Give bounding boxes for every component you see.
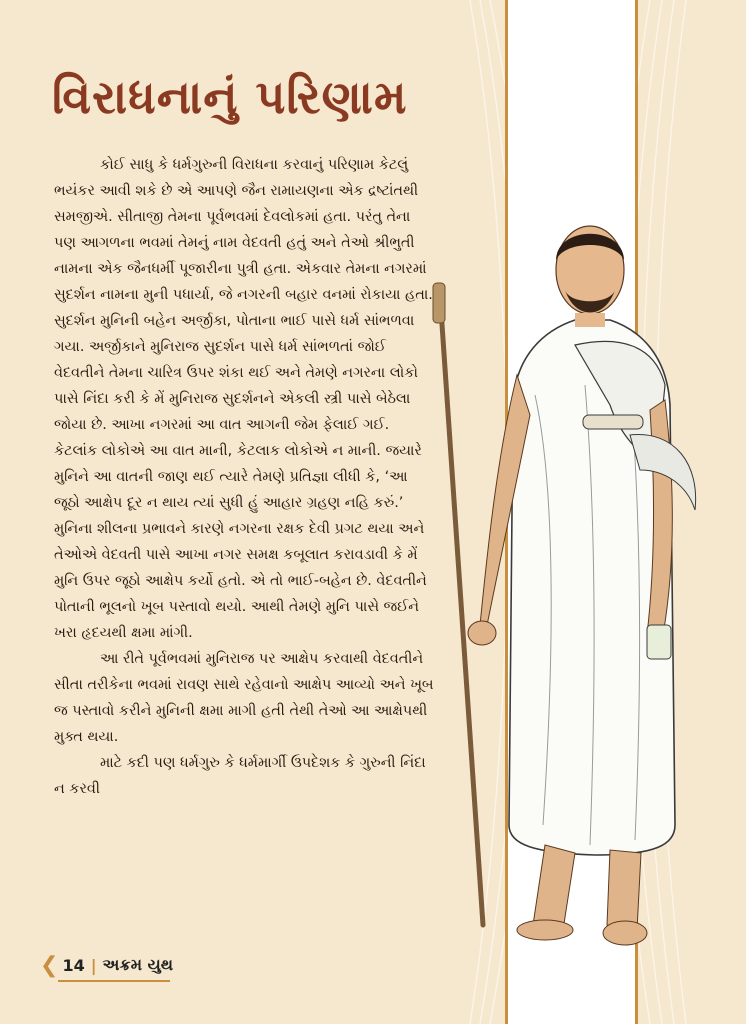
chevron-left-icon: ❮ (40, 952, 59, 978)
monk-illustration (425, 225, 745, 965)
paragraph-1: કોઈ સાધુ કે ધર્મગુરુની વિરાધના કરવાનું પરિણામ કેટલું ભયંકર આવી શકે છે એ આપણે જૈન રામાયણના એક દ્રષ્ટાંતથી સમજીએ. સીતાજી તેમના પૂર્વભવમાં દેવલોકમાં હતા. પરંતુ તેના પણ આગળના ભવમાં તેમનું નામ વેદવતી હતું અને તેઓ શ્રીભુતી નામના એક જૈનધર્મી પૂજારીના પુત્રી હતા. એકવાર તેમના નગરમાં સુદર્શન નામના મુની પધાર્યા, જે નગરની બહાર વનમાં રોકાયા હતા. સુદર્શન મુનિની બહેન અર્જીકા, પોતાના ભાઈ પાસે ધર્મ સાંભળવા ગયા. અર્જીકાને મુનિરાજ સુદર્શન પાસે ધર્મ સાંભળતાં જોઈ વેદવતીને તેમના ચારિત્ર ઉપર શંકા થઈ અને તેમણે નગરના લોકો પાસે નિંદા કરી કે મેં મુનિરાજ સુદર્શનને એકલી સ્ત્રી પાસે બેઠેલા જોયા છે. આખા નગરમાં આ વાત આગની જેમ ફેલાઈ ગઈ. કેટલાંક લોકોએ આ વાત માની, કેટલાક લોકોએ ન માની. જયારે મુનિને આ વાતની જાણ થઈ ત્યારે તેમણે પ્રતિજ્ઞા લીધી કે, ‘આ જૂઠો આક્ષેપ દૂર ન થાય ત્યાં સુધી હું આહાર ગ્રહણ નહિ કરું.’ મુનિના શીલના પ્રભાવને કારણે નગરના રક્ષક દેવી પ્રગટ થયા અને તેઓએ વેદવતી પાસે આખા નગર સમક્ષ કબૂલાત કરાવડાવી કે મેં મુનિ ઉપર જૂઠો આક્ષેપ કર્યો હતો. એ તો ભાઈ-બહેન છે. વેદવતીને પોતાની ભૂલનો ખૂબ પસ્તાવો થયો. આથી તેમણે મુનિ પાસે જઈને ખરા હૃદયથી ક્ષમા માંગી. (54, 157, 433, 641)
page-number: 14 (62, 955, 85, 975)
paragraph-2: આ રીતે પૂર્વભવમાં મુનિરાજ પર આક્ષેપ કરવાથી વેદવતીને સીતા તરીકેના ભવમાં રાવણ સાથે રહેવાનો આક્ષેપ આવ્યો અને ખૂબ જ પસ્તાવો કરીને મુનિની ક્ષમા માગી હતી તેથી તેઓ આ આક્ષેપથી મુક્ત થયા. (54, 651, 434, 745)
page-footer (40, 950, 200, 980)
paragraph-3: માટે કદી પણ ધર્મગુરુ કે ધર્મમાર્ગી ઉપદેશક કે ગુરુની નિંદા ન કરવી (54, 755, 426, 797)
footer-underline (58, 980, 170, 982)
magazine-name: અક્રમ યુથ (102, 955, 173, 974)
article-body (54, 152, 436, 802)
footer-separator: | (90, 955, 97, 975)
article-title: વિરાધનાનું પરિણામ (52, 70, 408, 124)
